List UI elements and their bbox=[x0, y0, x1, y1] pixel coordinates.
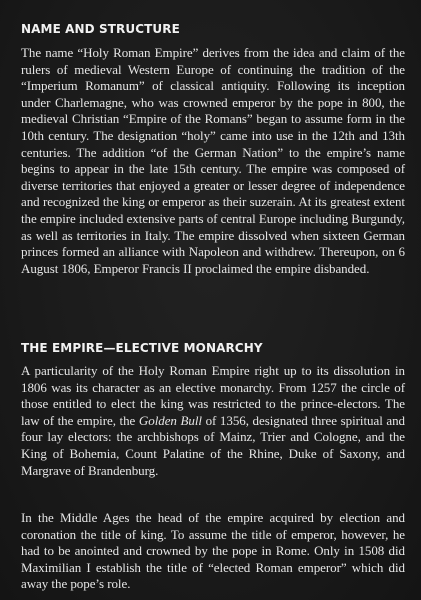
golden-bull-italic: Golden Bull bbox=[138, 412, 202, 428]
section-heading-name-and-structure: NAME AND STRUCTURE bbox=[21, 22, 180, 36]
paragraph-text-end: of 1356, designated three spiritual and four lay electors: the archbishops of Mainz, Trier and Cologne, and the King of Bohemia, Count Palatine of the Rhine, Duke of Saxony, and Margrave of Brandenburg. bbox=[21, 412, 406, 478]
paragraph-name-and-structure: The name “Holy Roman Empire” derives from the idea and claim of the rulers of medieval Western Europe of continuing the tradition of the “Imperium Romanum” of classical antiquity. Following its inception under Charlemagne, who was crowned emperor by the pope in 800, the medieval Christian “Empire of the Romans” began to assume form in the 10th century. The designation “holy” came into use in the 12th and 13th centuries. The addition “of the German Nation” to the empire’s name begins to appear in the late 15th century. The empire was composed of diverse territories that enjoyed a greater or lesser degree of independence and recognized the king or emperor as their suzerain. At its greatest extent the empire included extensive parts of central Europe including Burgundy, as well as territories in Italy. The empire dissolved when sixteen German princes formed an alliance with Napoleon and withdrew. Thereupon, on 6 August 1806, Emperor Francis II proclaimed the empire disbanded. bbox=[21, 45, 405, 276]
paragraph-text-start: A particularity of the Holy Roman Empire right up to its dissolution in 1806 was its character as an elective monarchy. From 1257 the circle of those entitled to elect the king was restricted to the prince-electors. The law of the empire, the bbox=[21, 363, 405, 428]
paragraph-elective-monarchy bbox=[21, 363, 405, 479]
paragraph-king-and-emperor: In the Middle Ages the head of the empire acquired by election and coronation the title of king. To assume the title of emperor, however, he had to be anointed and crowned by the pope in Rome. Only in 1508 did Maximilian I establish the title of “elected Roman emperor” which did away the pope’s role. bbox=[21, 510, 405, 592]
section-heading-elective-monarchy: THE EMPIRE—ELECTIVE MONARCHY bbox=[21, 341, 263, 355]
